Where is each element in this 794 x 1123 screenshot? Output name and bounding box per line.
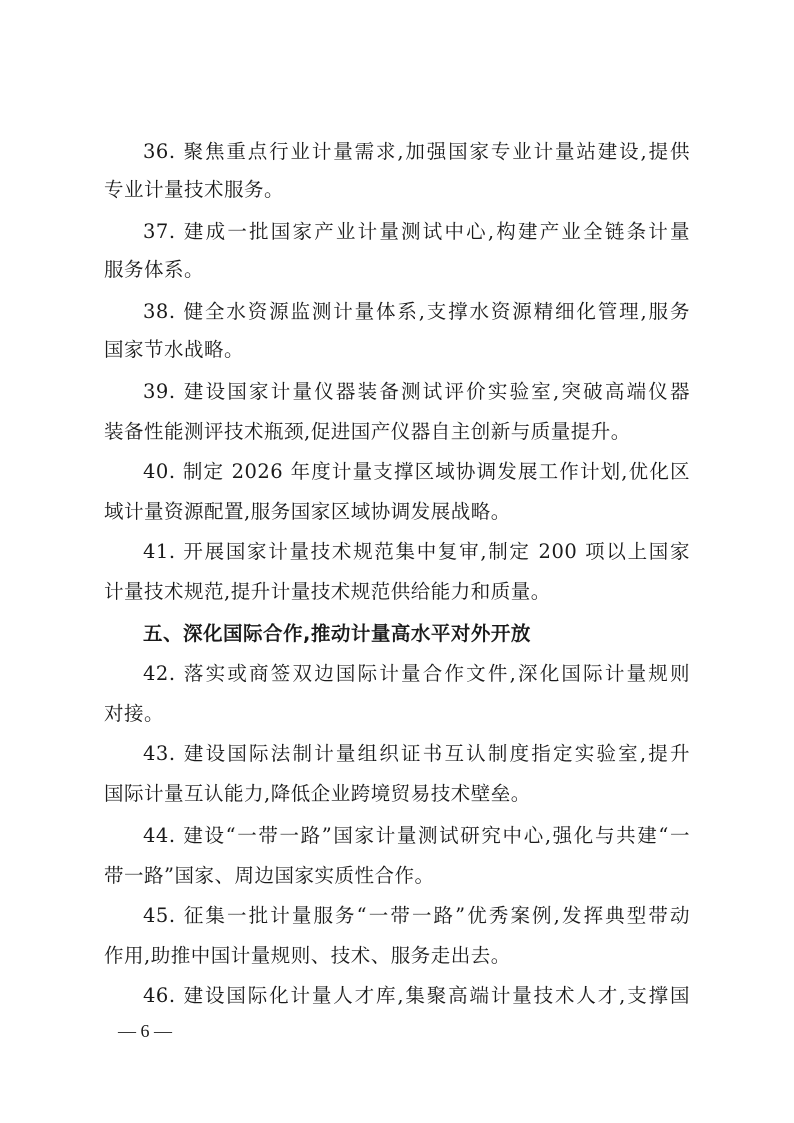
item-46-line-1: 46. 建设国际化计量人才库,集聚高端计量技术人才,支撑国 bbox=[143, 984, 690, 1007]
item-42-line-1: 42. 落实或商签双边国际计量合作文件,深化国际计量规则 bbox=[143, 662, 690, 685]
item-37-line-1: 37. 建成一批国家产业计量测试中心,构建产业全链条计量 bbox=[143, 220, 690, 243]
item-36-line-2: 专业计量技术服务。 bbox=[104, 178, 285, 201]
item-43-line-1: 43. 建设国际法制计量组织证书互认制度指定实验室,提升 bbox=[143, 742, 690, 765]
item-43-line-2: 国际计量互认能力,降低企业跨境贸易技术壁垒。 bbox=[104, 782, 531, 805]
item-45-line-1: 45. 征集一批计量服务“一带一路”优秀案例,发挥典型带动 bbox=[143, 904, 690, 927]
page-number: — 6 — bbox=[118, 1021, 172, 1041]
item-39-line-2: 装备性能测评技术瓶颈,促进国产仪器自主创新与质量提升。 bbox=[104, 420, 631, 443]
item-45-line-2: 作用,助推中国计量规则、技术、服务走出去。 bbox=[104, 944, 511, 967]
item-37-line-2: 服务体系。 bbox=[104, 258, 205, 281]
item-38-line-1: 38. 健全水资源监测计量体系,支撑水资源精细化管理,服务 bbox=[143, 300, 690, 323]
item-36-line-1: 36. 聚焦重点行业计量需求,加强国家专业计量站建设,提供 bbox=[143, 140, 690, 163]
item-41-line-1: 41. 开展国家计量技术规范集中复审,制定 200 项以上国家 bbox=[143, 540, 690, 563]
item-39-line-1: 39. 建设国家计量仪器装备测试评价实验室,突破高端仪器 bbox=[143, 380, 690, 403]
item-38-line-2: 国家节水战略。 bbox=[104, 338, 245, 361]
item-40-line-2: 域计量资源配置,服务国家区域协调发展战略。 bbox=[104, 500, 511, 523]
item-44-line-2: 带一路”国家、周边国家实质性合作。 bbox=[104, 864, 435, 887]
item-40-line-1: 40. 制定 2026 年度计量支撑区域协调发展工作计划,优化区 bbox=[143, 460, 690, 483]
item-42-line-2: 对接。 bbox=[104, 702, 165, 725]
item-41-line-2: 计量技术规范,提升计量技术规范供给能力和质量。 bbox=[104, 580, 551, 603]
section-heading: 五、深化国际合作,推动计量高水平对外开放 bbox=[143, 622, 531, 645]
item-44-line-1: 44. 建设“一带一路”国家计量测试研究中心,强化与共建“一 bbox=[143, 824, 690, 847]
